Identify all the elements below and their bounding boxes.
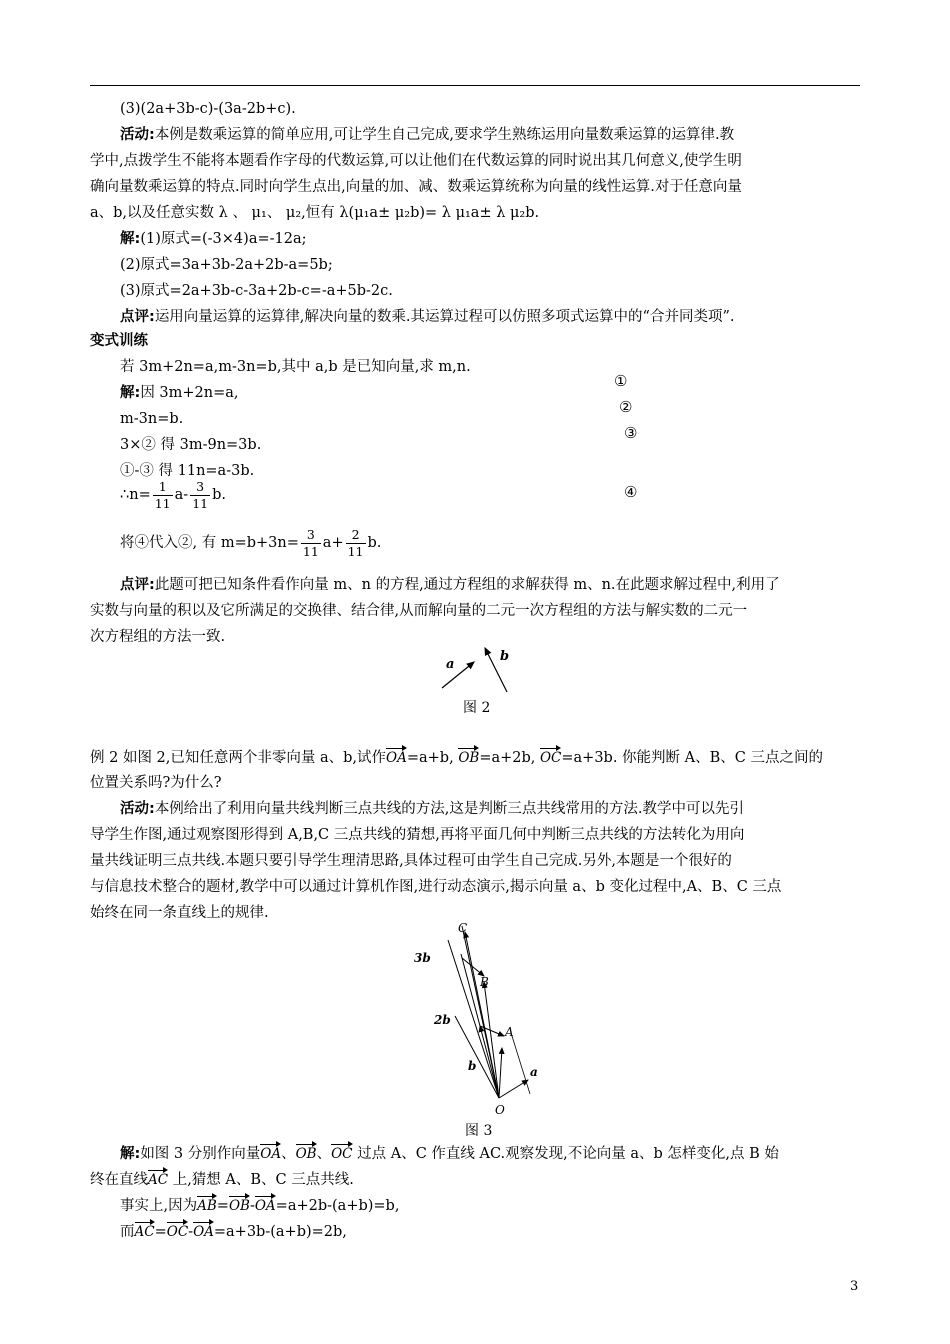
vector-a-at-b: [480, 1026, 504, 1036]
label-a: a: [446, 657, 455, 672]
vector-b: [480, 1026, 499, 1098]
solution-label: 解: [120, 231, 135, 247]
var-a: a: [174, 487, 184, 503]
vector-oc-2: OC: [331, 1142, 352, 1162]
variant-step6: [120, 526, 381, 560]
label-b-vec: b: [468, 1059, 477, 1073]
var-b: b.: [367, 535, 382, 551]
frac-den: 11: [347, 543, 364, 559]
eq-sign: =: [216, 1198, 229, 1214]
header-rule: [90, 85, 860, 86]
comment1-line: 点评:运用向量运算的运算律,解决向量的数乘.其运算过程可以仿照多项式运算中的“合并同类项”.: [120, 309, 735, 325]
frac-num: 1: [153, 479, 173, 496]
activity2-line5: 始终在同一条直线上的规律.: [90, 905, 269, 921]
solution1-step3: (3)原式=2a+3b-c-3a+2b-c=-a+5b-2c.: [120, 283, 393, 299]
label-a-vec: a: [530, 1065, 538, 1079]
op-minus: -: [183, 487, 189, 503]
equation-mark-2: ②: [619, 398, 633, 416]
sol2-line4-b: =a+3b-(a+b)=2b,: [213, 1224, 347, 1240]
variant-step1-text: 因 3m+2n=a,: [140, 385, 239, 401]
page-number: 3: [850, 1279, 859, 1294]
variant-problem: 若 3m+2n=a,m-3n=b,其中 a,b 是已知向量,求 m,n.: [120, 359, 471, 375]
var-b: b.: [212, 487, 226, 503]
solution2-line1: 解:如图 3 分别作向量OA、OB、OC 过点 A、C 作直线 AC.观察发现,不论向量 a、b 怎样变化,点 B 始: [120, 1142, 779, 1166]
figure3-caption: 图 3: [465, 1123, 493, 1139]
label-c: C: [458, 921, 468, 935]
minus: -: [249, 1198, 255, 1214]
minus: -: [188, 1224, 194, 1240]
example2-line1: [90, 746, 823, 770]
vector-ac: AC: [148, 1168, 168, 1188]
frac-den: 11: [302, 543, 319, 559]
op-plus: +: [331, 535, 344, 551]
sol2-line2-b: 上,猜想 A、B、C 三点共线.: [168, 1172, 354, 1188]
example2-prefix: 例 2 如图 2,已知任意两个非零向量 a、b,试作: [90, 750, 387, 766]
example2-line2: 位置关系吗?为什么?: [90, 775, 222, 791]
solution2-line4: [120, 1220, 347, 1244]
part3-line: (3)(2a+3b-c)-(3a-2b+c).: [120, 101, 296, 117]
comment2-text1: 此题可把已知条件看作向量 m、n 的方程,通过方程组的求解获得 m、n.在此题求解过程中,利用了: [154, 577, 780, 593]
comment2-line1: 点评:此题可把已知条件看作向量 m、n 的方程,通过方程组的求解获得 m、n.在此题求解过程中,利用了: [120, 577, 780, 593]
vector-oa-4: OA: [193, 1220, 214, 1240]
label-2b: 2b: [434, 1013, 451, 1027]
sol2-text-a: 如图 3 分别作向量: [140, 1146, 261, 1162]
sol2-line2-a: 终在直线: [90, 1172, 148, 1188]
vector-oc: OC: [540, 746, 561, 766]
activity2-text1: 本例给出了利用向量共线判断三点共线的方法,这是判断三点共线常用的方法.教学中可以先引: [154, 801, 745, 817]
fraction-2-11: [346, 527, 366, 560]
comment-label: 点评: [120, 309, 149, 325]
frac-num: 3: [301, 527, 321, 544]
label-o: O: [495, 1103, 505, 1117]
variant-solution-label: 解: [120, 385, 135, 401]
fraction-3-11: [190, 479, 210, 512]
label-b: b: [500, 649, 510, 664]
solution1-line1: 解:(1)原式=(-3×4)a=-12a;: [120, 231, 307, 247]
figure2-caption: 图 2: [463, 700, 491, 716]
figure2-vectors: [430, 640, 530, 700]
variant-step4: ①-③ 得 11n=a-3b.: [120, 463, 255, 479]
3b-line: [448, 940, 499, 1098]
sol2-text-b: 过点 A、C 作直线 AC.观察发现,不论向量 a、b 怎样变化,点 B 始: [352, 1146, 779, 1162]
vector-a: [499, 1080, 528, 1098]
variant-step1: 解:因 3m+2n=a,: [120, 385, 239, 401]
equation-mark-3: ③: [624, 424, 638, 442]
vector-oc: [465, 932, 499, 1098]
solution1-step1: (1)原式=(-3×4)a=-12a;: [140, 231, 307, 247]
activity-label: 活动: [120, 127, 149, 143]
var-a: a: [322, 535, 332, 551]
step5-prefix: ∴n=: [120, 487, 151, 503]
eq-ob: =a+2b,: [479, 750, 536, 766]
vector-ob-2: OB: [296, 1142, 317, 1162]
vector-oa-2: OA: [260, 1142, 281, 1162]
eq-oa: =a+b,: [406, 750, 454, 766]
sol2-line3-b: =a+2b-(a+b)=b,: [275, 1198, 400, 1214]
variant-step3: 3×② 得 3m-9n=3b.: [120, 437, 262, 453]
frac-num: 2: [346, 527, 366, 544]
label-a-point: A: [505, 1025, 514, 1039]
solution2-label: 解: [120, 1146, 135, 1162]
vector-oa: OA: [386, 746, 407, 766]
vector-oc-3: OC: [167, 1220, 188, 1240]
frac-den: 11: [154, 495, 171, 511]
comment2-label: 点评: [120, 577, 149, 593]
sep2: 、: [316, 1146, 332, 1162]
eq-sign: =: [154, 1224, 167, 1240]
vector-oa-3: OA: [255, 1194, 276, 1214]
vector-ob: OB: [458, 746, 479, 766]
variant-step5: [120, 478, 226, 512]
frac-den: 11: [192, 495, 209, 511]
fraction-1-11: [153, 479, 173, 512]
label-3b: 3b: [414, 951, 431, 965]
activity2-line1: 活动:本例给出了利用向量共线判断三点共线的方法,这是判断三点共线常用的方法.教学中可以先引: [120, 801, 745, 817]
sol2-line3-a: 事实上,因为: [120, 1198, 198, 1214]
equation-mark-1: ①: [614, 372, 628, 390]
comment2-line2: 实数与向量的积以及它所满足的交换律、结合律,从而解向量的二元一次方程组的方法与解实数的二元一: [90, 603, 748, 619]
vector-oa: [499, 1048, 502, 1098]
solution2-line2: [90, 1168, 354, 1192]
activity2-label: 活动: [120, 801, 149, 817]
step6-prefix: 将④代入②, 有 m=b+3n=: [120, 535, 299, 551]
activity1-line1: 活动:本例是数乘运算的简单应用,可让学生自己完成,要求学生熟练运用向量数乘运算的运算律.教: [120, 127, 735, 143]
activity1-line4: a、b,以及任意实数 λ 、 μ₁、 μ₂,恒有 λ(μ₁a± μ₂b)= λ μ₁a± λ μ₂b.: [90, 205, 540, 221]
equation-mark-4: ④: [624, 483, 638, 501]
label-b-point: B: [480, 975, 489, 989]
frac-num: 3: [190, 479, 210, 496]
activity1-line2: 学中,点拨学生不能将本题看作字母的代数运算,可以让他们在代数运算的同时说出其几何意义,使学生明: [90, 153, 742, 169]
vector-ac-2: AC: [135, 1220, 155, 1240]
comment1-text: 运用向量运算的运算律,解决向量的数乘.其运算过程可以仿照多项式运算中的“合并同类项”.: [154, 309, 735, 325]
activity2-line4: 与信息技术整合的题材,教学中可以通过计算机作图,进行动态演示,揭示向量 a、b 变化过程中,A、B、C 三点: [90, 879, 782, 895]
variant-heading: 变式训练: [90, 333, 148, 349]
solution1-step2: (2)原式=3a+3b-2a+2b-a=5b;: [120, 257, 333, 273]
solution2-line3: [120, 1194, 399, 1218]
sep: 、: [281, 1146, 296, 1162]
parallel-line: [512, 1036, 530, 1094]
fraction-3-11-b: [301, 527, 321, 560]
activity1-line3: 确向量数乘运算的特点.同时向学生点出,向量的加、减、数乘运算统称为向量的线性运算.对于任意向量: [90, 179, 742, 195]
activity1-text: 本例是数乘运算的简单应用,可让学生自己完成,要求学生熟练运用向量数乘运算的运算律.教: [154, 127, 735, 143]
comment2-line3: 次方程组的方法一致.: [90, 629, 226, 645]
figure3-diagram: [410, 918, 540, 1118]
activity2-line3: 量共线证明三点共线.本题只要引导学生理清思路,具体过程可由学生自己完成.另外,本题是一个很好的: [90, 853, 732, 869]
activity2-line2: 导学生作图,通过观察图形得到 A,B,C 三点共线的猜想,再将平面几何中判断三点共线的方法转化为用向: [90, 827, 745, 843]
variant-step2: m-3n=b.: [120, 411, 184, 427]
sol2-line4-a: 而: [120, 1224, 135, 1240]
vector-ob-3: OB: [229, 1194, 250, 1214]
eq-oc: =a+3b. 你能判断 A、B、C 三点之间的: [561, 750, 823, 766]
vector-ab: AB: [197, 1194, 217, 1214]
